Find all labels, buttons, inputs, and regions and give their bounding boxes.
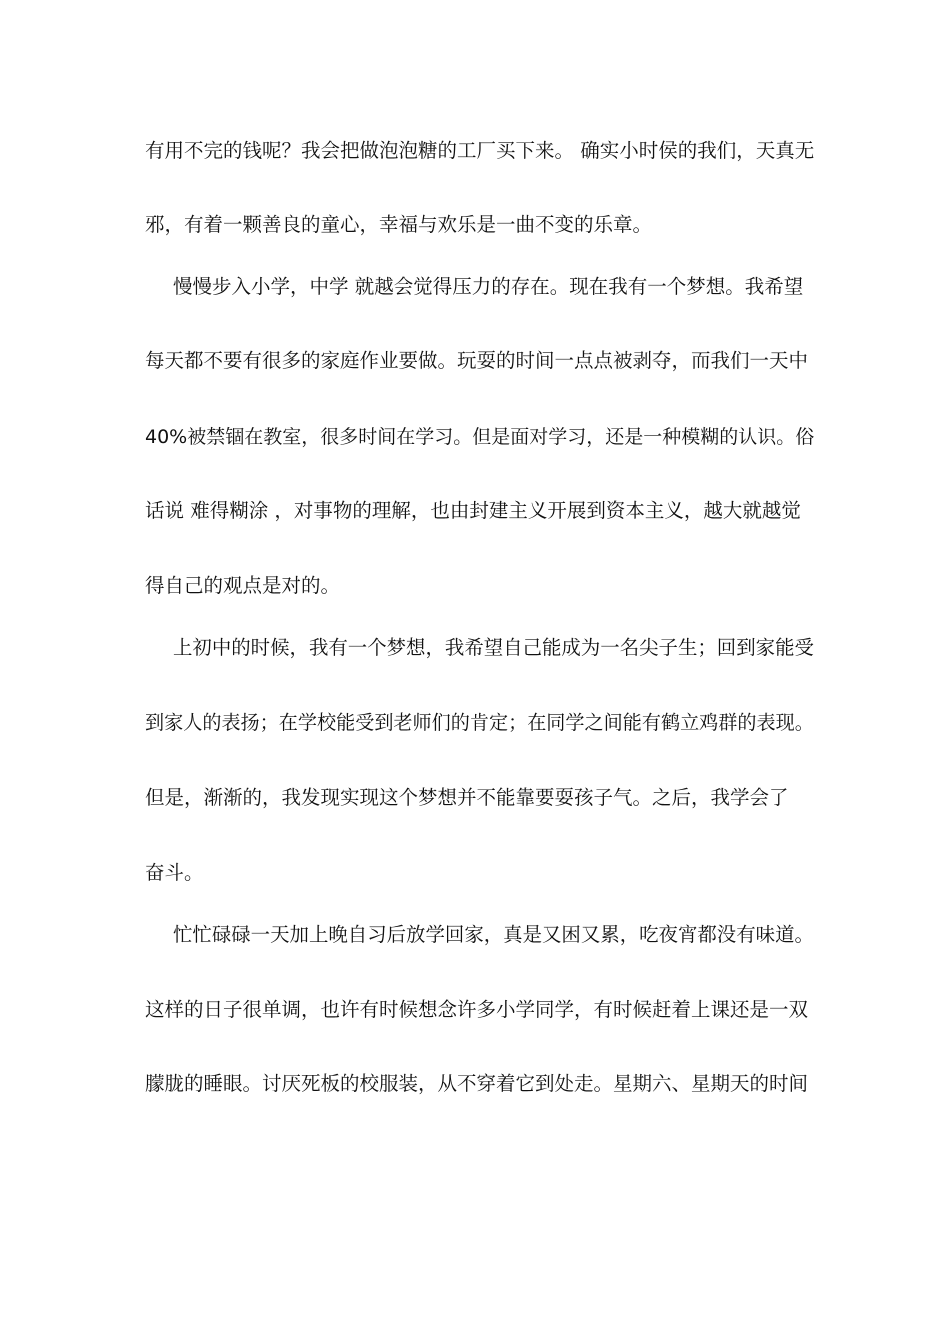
text-line-5: 40%被禁锢在教室，很多时间在学习。但是面对学习，还是一种模糊的认识。俗 (145, 426, 815, 448)
text-line-8: 上初中的时候，我有一个梦想，我希望自己能成为一名尖子生；回到家能受 (173, 636, 814, 659)
text-line-4: 每天都不要有很多的家庭作业要做。玩耍的时间一点点被剥夺，而我们一天中 (145, 349, 809, 372)
text-line-7: 得自己的观点是对的。 (145, 574, 341, 597)
text-line-11: 奋斗。 (145, 861, 204, 884)
text-line-2: 邪，有着一颗善良的童心，幸福与欢乐是一曲不变的乐章。 (145, 213, 653, 236)
text-line-1: 有用不完的钱呢？我会把做泡泡糖的工厂买下来。 确实小时侯的我们，天真无 (145, 139, 815, 162)
text-line-13: 这样的日子很单调，也许有时候想念许多小学同学，有时候赶着上课还是一双 (145, 998, 809, 1021)
text-line-14: 朦胧的睡眼。讨厌死板的校服装，从不穿着它到处走。星期六、星期天的时间 (145, 1072, 809, 1095)
text-line-6: 话说 难得糊涂 ，对事物的理解，也由封建主义开展到资本主义，越大就越觉 (145, 499, 801, 522)
text-line-10: 但是，渐渐的，我发现实现这个梦想并不能靠要耍孩子气。之后，我学会了 (145, 786, 789, 809)
text-line-3: 慢慢步入小学，中学 就越会觉得压力的存在。现在我有一个梦想。我希望 (173, 275, 804, 298)
text-line-9: 到家人的表扬；在学校能受到老师们的肯定；在同学之间能有鹤立鸡群的表现。 (145, 711, 814, 734)
text-line-12: 忙忙碌碌一天加上晚自习后放学回家，真是又困又累，吃夜宵都没有味道。 (173, 923, 814, 946)
